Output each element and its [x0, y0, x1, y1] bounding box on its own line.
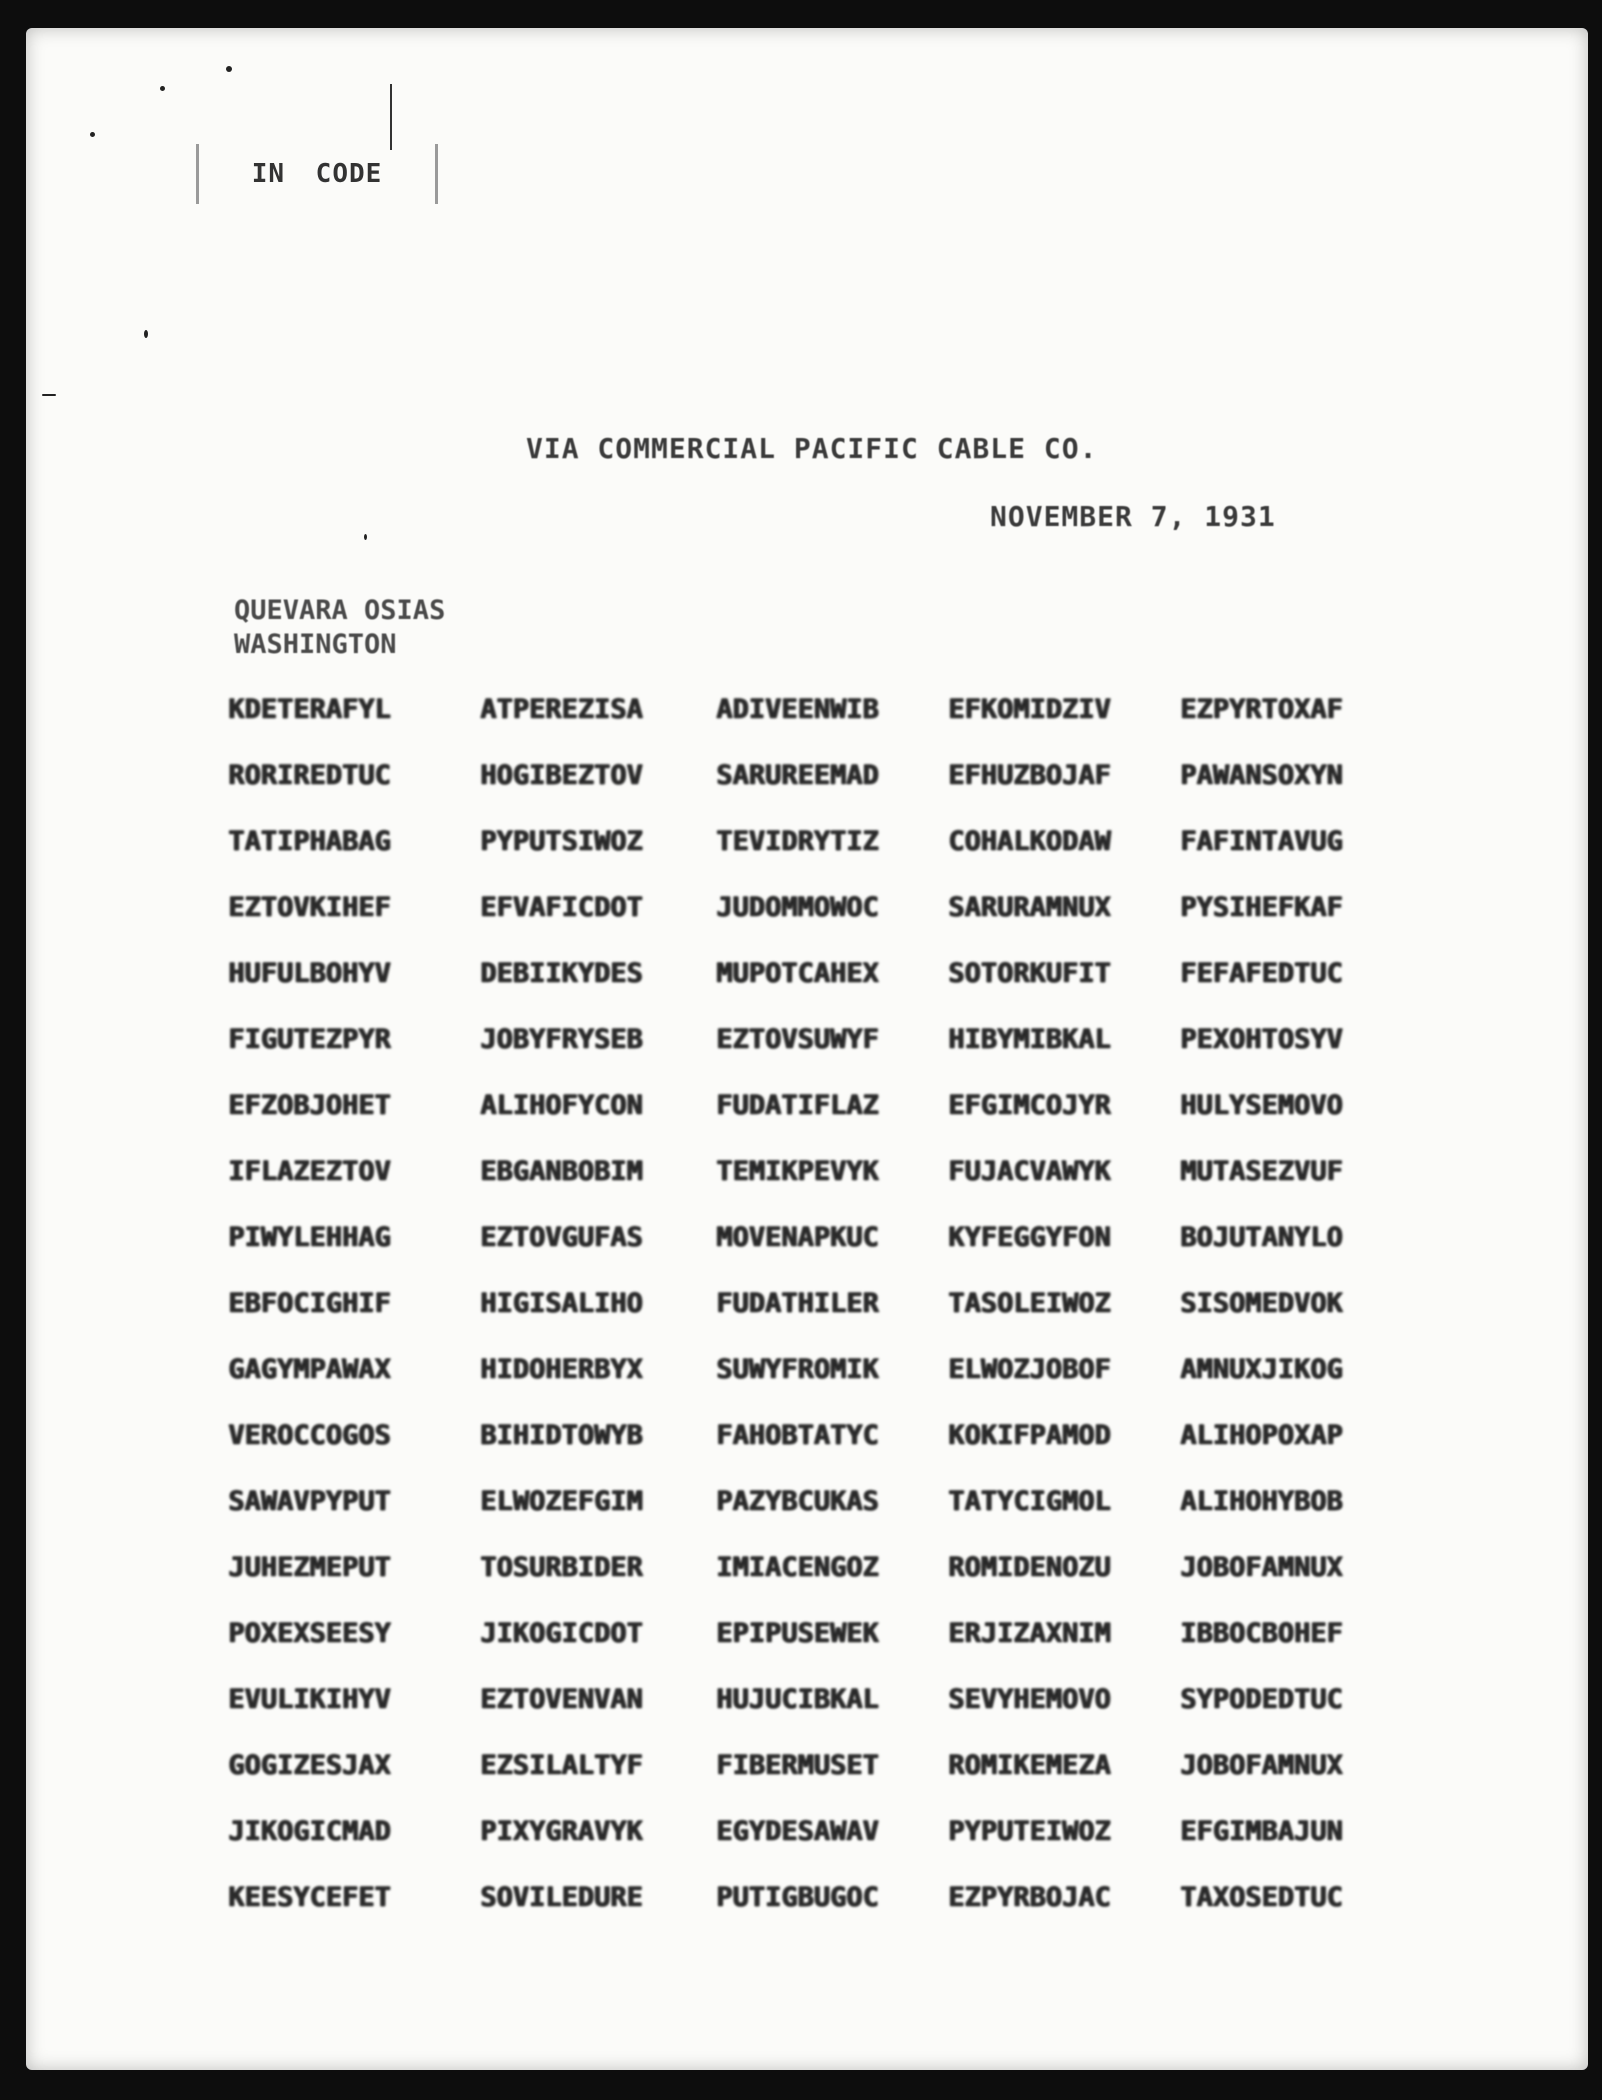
- code-group: ELWOZJOBOF: [948, 1354, 1111, 1385]
- code-group: JIKOGICDOT: [480, 1618, 643, 1649]
- code-group: BOJUTANYLO: [1180, 1222, 1343, 1253]
- code-group: EFVAFICDOT: [480, 892, 643, 923]
- date-line: NOVEMBER 7, 1931: [990, 500, 1276, 533]
- code-group: SYPODEDTUC: [1180, 1684, 1343, 1715]
- code-group: GOGIZESJAX: [228, 1750, 391, 1781]
- code-group: EPIPUSEWEK: [716, 1618, 879, 1649]
- code-group: SEVYHEMOVO: [948, 1684, 1111, 1715]
- code-group: EBFOCIGHIF: [228, 1288, 391, 1319]
- code-group: SOTORKUFIT: [948, 958, 1111, 989]
- code-group: FIBERMUSET: [716, 1750, 879, 1781]
- code-group: KOKIFPAMOD: [948, 1420, 1111, 1451]
- code-group: PIWYLEHHAG: [228, 1222, 391, 1253]
- code-group: ERJIZAXNIM: [948, 1618, 1111, 1649]
- code-group: RORIREDTUC: [228, 760, 391, 791]
- code-group: HUJUCIBKAL: [716, 1684, 879, 1715]
- code-group: HOGIBEZTOV: [480, 760, 643, 791]
- code-group: SISOMEDVOK: [1180, 1288, 1343, 1319]
- code-group: EZPYRBOJAC: [948, 1882, 1111, 1913]
- code-group: JOBYFRYSEB: [480, 1024, 643, 1055]
- code-group: JOBOFAMNUX: [1180, 1750, 1343, 1781]
- code-group: ATPEREZISA: [480, 694, 643, 725]
- addressee-name: QUEVARA OSIAS: [234, 595, 446, 626]
- code-group: KYFEGGYFON: [948, 1222, 1111, 1253]
- code-group: ALIHOFYCON: [480, 1090, 643, 1121]
- code-group: JUHEZMEPUT: [228, 1552, 391, 1583]
- code-group: IBBOCBOHEF: [1180, 1618, 1343, 1649]
- code-group: FUDATHILER: [716, 1288, 879, 1319]
- code-group: TOSURBIDER: [480, 1552, 643, 1583]
- code-group: TEVIDRYTIZ: [716, 826, 879, 857]
- code-group: PYPUTSIWOZ: [480, 826, 643, 857]
- code-group: HIDOHERBYX: [480, 1354, 643, 1385]
- code-group: JIKOGICMAD: [228, 1816, 391, 1847]
- code-group: SARURAMNUX: [948, 892, 1111, 923]
- code-group: PIXYGRAVYK: [480, 1816, 643, 1847]
- code-group: HUFULBOHYV: [228, 958, 391, 989]
- code-group: EFGIMCOJYR: [948, 1090, 1111, 1121]
- code-group: POXEXSEESY: [228, 1618, 391, 1649]
- code-group: EZTOVGUFAS: [480, 1222, 643, 1253]
- speck: [226, 66, 232, 72]
- code-group: EZPYRTOXAF: [1180, 694, 1343, 725]
- code-group: FUJACVAWYK: [948, 1156, 1111, 1187]
- code-group: FUDATIFLAZ: [716, 1090, 879, 1121]
- margin-mark: [390, 84, 392, 150]
- code-group: EZTOVENVAN: [480, 1684, 643, 1715]
- code-group: HIBYMIBKAL: [948, 1024, 1111, 1055]
- addressee-block: [234, 594, 445, 662]
- code-group: SUWYFROMIK: [716, 1354, 879, 1385]
- code-group: TEMIKPEVYK: [716, 1156, 879, 1187]
- code-group: IMIACENGOZ: [716, 1552, 879, 1583]
- stamp-label: IN CODE: [251, 159, 383, 189]
- code-group: TASOLEIWOZ: [948, 1288, 1111, 1319]
- code-group: SAWAVPYPUT: [228, 1486, 391, 1517]
- code-group-table: [228, 694, 1400, 1948]
- code-group: EZTOVSUWYF: [716, 1024, 879, 1055]
- code-group: AMNUXJIKOG: [1180, 1354, 1343, 1385]
- code-group: SARUREEMAD: [716, 760, 879, 791]
- code-group: ADIVEENWIB: [716, 694, 879, 725]
- code-group: ROMIDENOZU: [948, 1552, 1111, 1583]
- code-group: PEXOHTOSYV: [1180, 1024, 1343, 1055]
- code-group: COHALKODAW: [948, 826, 1111, 857]
- code-group: MOVENAPKUC: [716, 1222, 879, 1253]
- code-group: EGYDESAWAV: [716, 1816, 879, 1847]
- code-group: EBGANBOBIM: [480, 1156, 643, 1187]
- code-group: FEFAFEDTUC: [1180, 958, 1343, 989]
- code-group: PAWANSOXYN: [1180, 760, 1343, 791]
- code-group: ALIHOHYBOB: [1180, 1486, 1343, 1517]
- code-group: EFGIMBAJUN: [1180, 1816, 1343, 1847]
- code-group: TAXOSEDTUC: [1180, 1882, 1343, 1913]
- code-group: PYPUTEIWOZ: [948, 1816, 1111, 1847]
- code-group: EZTOVKIHEF: [228, 892, 391, 923]
- speck: [90, 132, 95, 137]
- code-group: EFHUZBOJAF: [948, 760, 1111, 791]
- code-group: IFLAZEZTOV: [228, 1156, 391, 1187]
- code-group: TATIPHABAG: [228, 826, 391, 857]
- code-group: GAGYMPAWAX: [228, 1354, 391, 1385]
- speck: [364, 534, 367, 540]
- code-group: TATYCIGMOL: [948, 1486, 1111, 1517]
- speck: [160, 86, 165, 91]
- code-group: MUPOTCAHEX: [716, 958, 879, 989]
- code-group: HULYSEMOVO: [1180, 1090, 1343, 1121]
- code-group: VEROCCOGOS: [228, 1420, 391, 1451]
- code-group: EFZOBJOHET: [228, 1090, 391, 1121]
- code-group: BIHIDTOWYB: [480, 1420, 643, 1451]
- code-group: PYSIHEFKAF: [1180, 892, 1343, 923]
- code-group: KEESYCEFET: [228, 1882, 391, 1913]
- code-group: PAZYBCUKAS: [716, 1486, 879, 1517]
- code-group: MUTASEZVUF: [1180, 1156, 1343, 1187]
- code-group: JUDOMMOWOC: [716, 892, 879, 923]
- speck: [144, 330, 148, 338]
- addressee-city: WASHINGTON: [234, 629, 397, 660]
- code-group: FAFINTAVUG: [1180, 826, 1343, 857]
- code-group: EFKOMIDZIV: [948, 694, 1111, 725]
- code-group: PUTIGBUGOC: [716, 1882, 879, 1913]
- speck: [42, 394, 56, 396]
- code-group: EVULIKIHYV: [228, 1684, 391, 1715]
- code-group: FAHOBTATYC: [716, 1420, 879, 1451]
- code-group: SOVILEDURE: [480, 1882, 643, 1913]
- code-group: ELWOZEFGIM: [480, 1486, 643, 1517]
- in-code-stamp: [196, 144, 438, 204]
- code-group: HIGISALIHO: [480, 1288, 643, 1319]
- code-group: JOBOFAMNUX: [1180, 1552, 1343, 1583]
- cable-company-line: VIA COMMERCIAL PACIFIC CABLE CO.: [526, 432, 1098, 465]
- code-group: DEBIIKYDES: [480, 958, 643, 989]
- code-group: ROMIKEMEZA: [948, 1750, 1111, 1781]
- code-group: EZSILALTYF: [480, 1750, 643, 1781]
- code-group: KDETERAFYL: [228, 694, 391, 725]
- code-group: FIGUTEZPYR: [228, 1024, 391, 1055]
- code-group: ALIHOPOXAP: [1180, 1420, 1343, 1451]
